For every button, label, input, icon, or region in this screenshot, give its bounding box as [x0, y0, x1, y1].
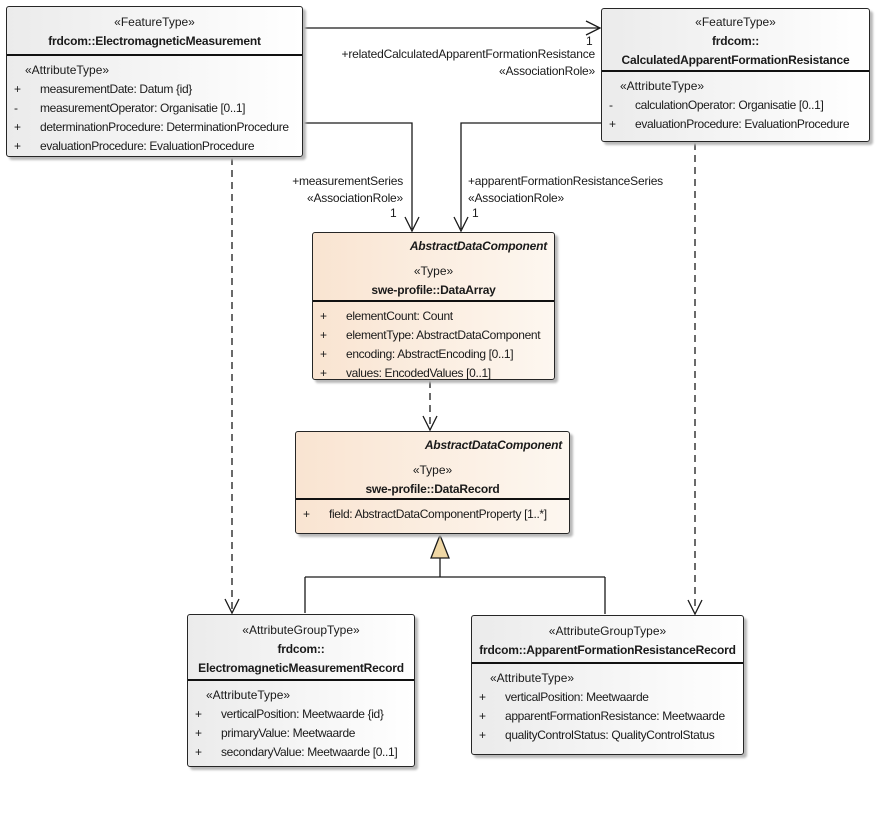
attribute-row: - calculationOperator: Organisatie [0..1] [609, 98, 824, 112]
class-box-calculated-apparent-formation-resistance [601, 8, 870, 142]
generalization-triangle-icon [431, 535, 449, 558]
class-name: swe-profile::DataArray [371, 283, 496, 297]
association-role-name: +measurementSeries [292, 174, 403, 188]
class-name-line2: CalculatedApparentFormationResistance [621, 53, 850, 67]
multiplicity-label: 1 [586, 34, 593, 48]
attribute-row: + determinationProcedure: DeterminationProcedure [14, 120, 289, 134]
stereotype-label: «FeatureType» [695, 15, 776, 29]
attribute-row: + measurementDate: Datum {id} [14, 82, 192, 96]
class-box-electromagnetic-measurement [6, 6, 303, 157]
multiplicity-label: 1 [390, 206, 397, 220]
attribute-row: + evaluationProcedure: EvaluationProcedure [609, 117, 850, 131]
attribute-row: + encoding: AbstractEncoding [0..1] [320, 347, 514, 361]
attribute-row: + verticalPosition: Meetwaarde [479, 690, 649, 704]
attribute-row: + evaluationProcedure: EvaluationProcedure [14, 139, 255, 153]
class-box-electromagnetic-measurement-record [187, 614, 415, 767]
attribute-type-label: «AttributeType» [620, 79, 705, 93]
attribute-row: + elementType: AbstractDataComponent [320, 328, 541, 342]
attribute-type-label: «AttributeType» [25, 63, 110, 77]
stereotype-label: «AttributeGroupType» [548, 624, 667, 638]
attribute-type-label: «AttributeType» [490, 671, 575, 685]
multiplicity-label: 1 [472, 206, 479, 220]
parent-class-label: AbstractDataComponent [424, 438, 562, 452]
attribute-row: + elementCount: Count [320, 309, 453, 323]
association-role-stereotype: «AssociationRole» [468, 191, 564, 205]
attribute-row: + qualityControlStatus: QualityControlStatus [479, 728, 715, 742]
class-name-line2: ElectromagneticMeasurementRecord [198, 661, 404, 675]
parent-class-label: AbstractDataComponent [409, 239, 547, 253]
class-name-line1: frdcom:: [711, 34, 760, 48]
attribute-row: + values: EncodedValues [0..1] [320, 366, 491, 380]
stereotype-label: «AttributeGroupType» [242, 623, 360, 637]
class-name: swe-profile::DataRecord [365, 482, 500, 496]
association-role-stereotype: «AssociationRole» [307, 191, 403, 205]
class-box-data-record [295, 431, 570, 534]
class-box-apparent-formation-resistance-record [471, 615, 744, 755]
association-role-stereotype: «AssociationRole» [499, 64, 595, 78]
attribute-row: + primaryValue: Meetwaarde [195, 726, 356, 740]
attribute-row: + verticalPosition: Meetwaarde {id} [195, 707, 384, 721]
class-name: frdcom::ApparentFormationResistanceRecord [479, 643, 736, 657]
class-name-line1: frdcom:: [277, 642, 325, 656]
attribute-row: + field: AbstractDataComponentProperty [1..*] [303, 507, 547, 521]
stereotype-label: «Type» [413, 264, 454, 278]
attribute-row: + apparentFormationResistance: Meetwaarde [479, 709, 725, 723]
attribute-type-label: «AttributeType» [206, 688, 291, 702]
association-role-name: +relatedCalculatedApparentFormationResistance [341, 47, 595, 61]
class-name: frdcom::ElectromagneticMeasurement [48, 34, 261, 48]
attribute-row: - measurementOperator: Organisatie [0..1] [14, 101, 246, 115]
stereotype-label: «FeatureType» [114, 15, 195, 29]
class-box-data-array [312, 232, 555, 380]
association-role-name: +apparentFormationResistanceSeries [468, 174, 663, 188]
attribute-row: + secondaryValue: Meetwaarde [0..1] [195, 745, 398, 759]
stereotype-label: «Type» [412, 463, 453, 477]
